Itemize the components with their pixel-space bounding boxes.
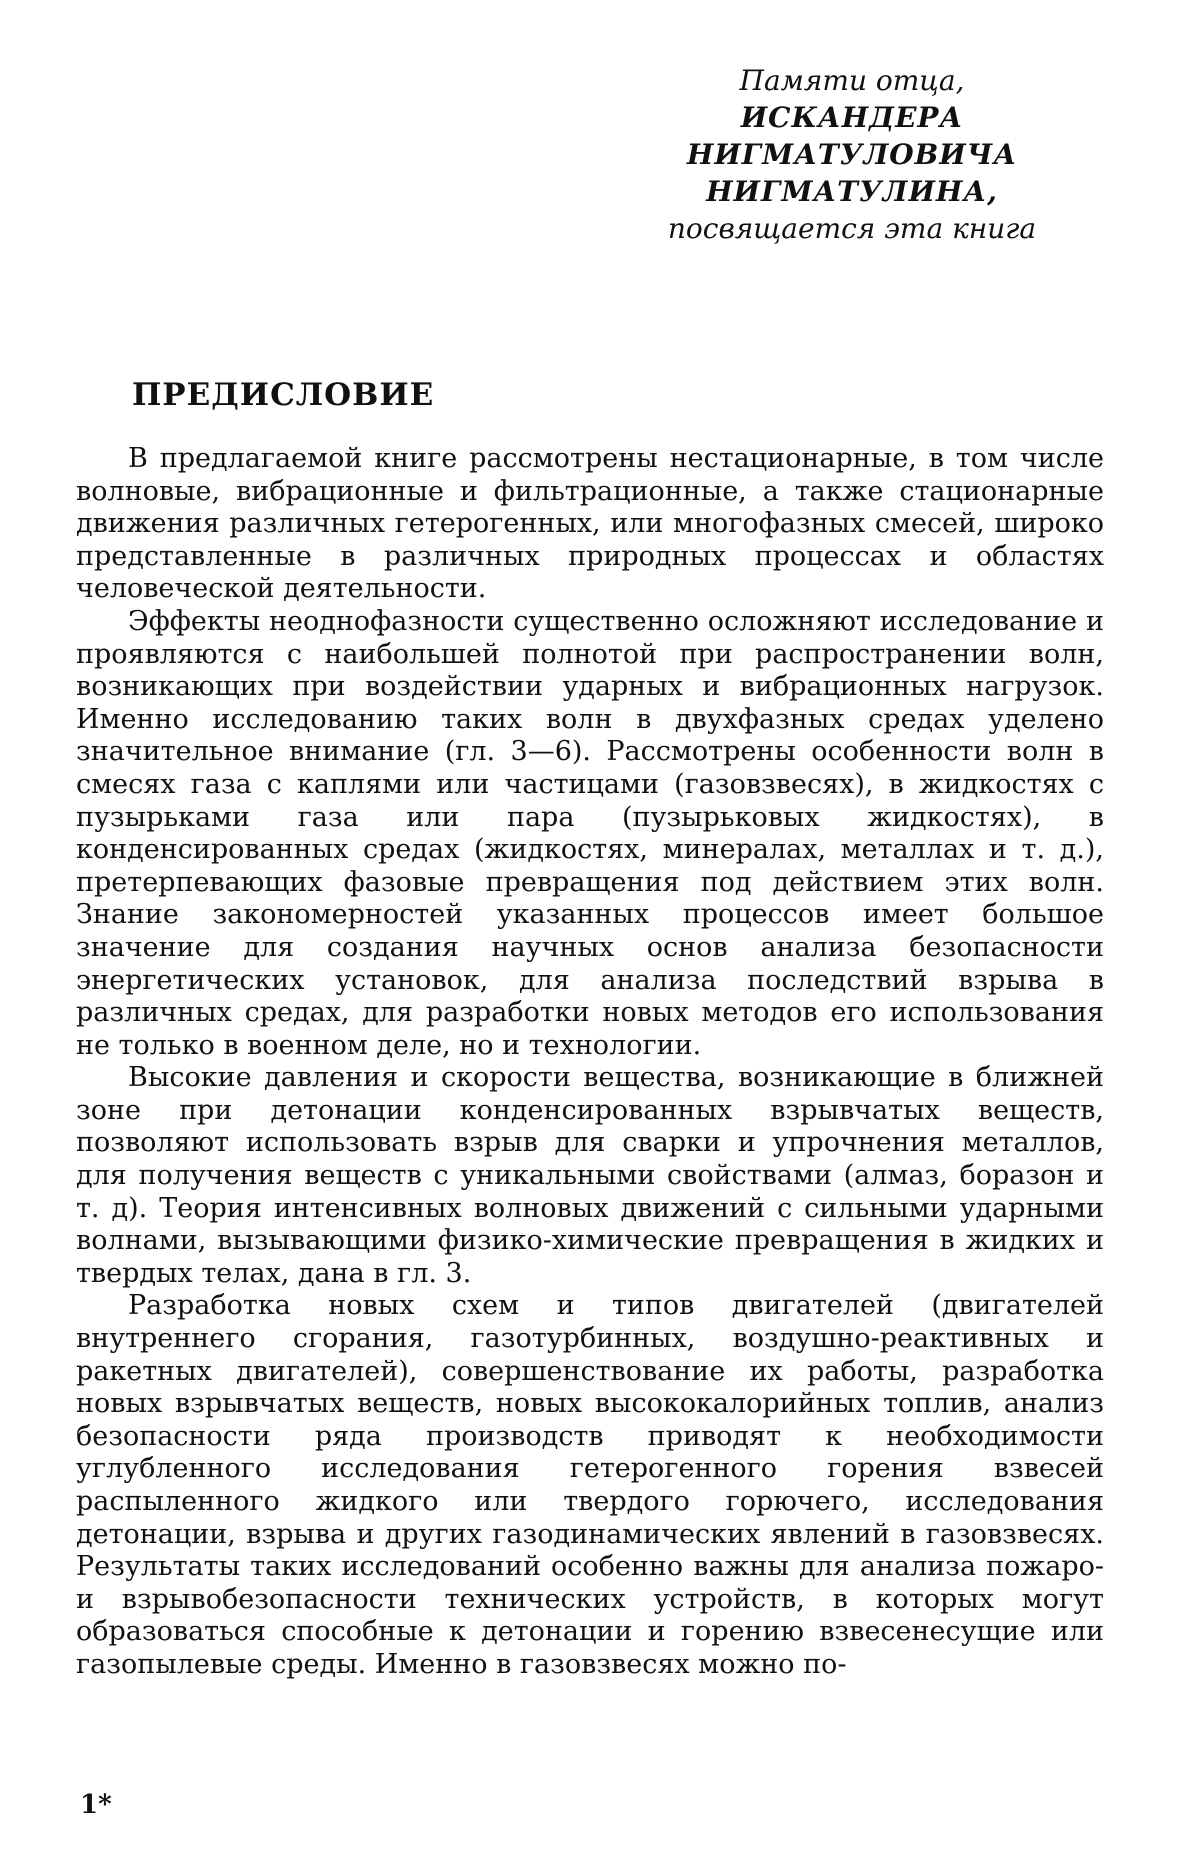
dedication-name: ИСКАНДЕРА НИГМАТУЛОВИЧА	[686, 101, 1018, 171]
dedication-line-1: Памяти отца,	[739, 64, 965, 97]
paragraph: Эффекты неоднофазности существенно осложняют исследование и проявляются с наибольшей полнотой при распространении волн, возникающих при воздействии ударных и вибрационных нагрузок. Именно исследованию таких волн в двухфазных средах уделено значительное внимание (гл. 3—6). Рассмотрены особенности волн в смесях газа с каплями или частицами (газовзвесях), в жидкостях с пузырьками газа или пара (пузырьковых жидкостях), в конденсированных средах (жидкостях, минералах, металлах и т. д.), претерпевающих фазовые превращения под действием этих волн. Знание закономерностей указанных процессов имеет большое значение для создания научных основ анализа безопасности энергетических установок, для анализа последствий взрыва в различных средах, для разработки новых методов его использования не только в военном деле, но и технологии.	[76, 605, 1104, 1061]
dedication	[612, 62, 1092, 247]
dedication-surname: НИГМАТУЛИНА,	[706, 175, 998, 208]
printer-signature-mark: 1*	[80, 1790, 112, 1820]
dedication-line-4: посвящается эта книга	[667, 212, 1037, 245]
section-heading: ПРЕДИСЛОВИЕ	[132, 377, 435, 413]
preface-body	[76, 443, 1104, 1682]
paragraph: Разработка новых схем и типов двигателей (двигателей внутреннего сгорания, газотурбинных, воздушно-реактивных и ракетных двигателей), совершенствование их работы, разработка новых взрывчатых веществ, новых высококалорийных топлив, анализ безопасности ряда производств приводят к необходимости углубленного исследования гетерогенного горения взвесей распыленного жидкого или твердого горючего, исследования детонации, взрыва и других газодинамических явлений в газовзвесях. Результаты таких исследований особенно важны для анализа пожаро- и взрывобезопасности технических устройств, в которых могут образоваться способные к детонации и горению взвесенесущие или газопылевые среды. Именно в газовзвесях можно по-	[76, 1290, 1104, 1680]
paragraph: Высокие давления и скорости вещества, возникающие в ближней зоне при детонации конденсированных взрывчатых веществ, позволяют использовать взрыв для сварки и упрочнения металлов, для получения веществ с уникальными свойствами (алмаз, боразон и т. д). Теория интенсивных волновых движений с сильными ударными волнами, вызывающими физико-химические превращения в жидких и твердых телах, дана в гл. 3.	[76, 1062, 1104, 1289]
paragraph: В предлагаемой книге рассмотрены нестационарные, в том числе волновые, вибрационные и фильтрационные, а также стационарные движения различных гетерогенных, или многофазных смесей, широко представленные в различных природных процессах и областях человеческой деятельности.	[76, 443, 1104, 605]
